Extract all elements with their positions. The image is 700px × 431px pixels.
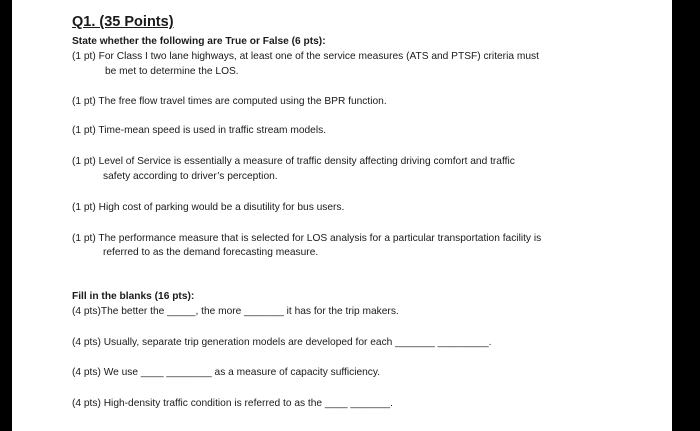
fill-item-3: (4 pts) We use ____ ________ as a measure of capacity sufficiency. xyxy=(72,367,381,378)
true-false-heading: State whether the following are True or False (6 pts): xyxy=(72,36,326,47)
fill-item-1: (4 pts)The better the _____, the more _______ it has for the trip makers. xyxy=(72,306,399,317)
fill-item-4: (4 pts) High-density traffic condition is referred to as the ____ _______. xyxy=(72,398,393,409)
tf-item-1-line-2: be met to determine the LOS. xyxy=(105,66,239,77)
question-title: Q1. (35 Points) xyxy=(72,14,174,30)
fill-blanks-heading: Fill in the blanks (16 pts): xyxy=(72,291,195,302)
tf-item-2: (1 pt) The free flow travel times are computed using the BPR function. xyxy=(72,96,387,107)
tf-item-1-line-1: (1 pt) For Class I two lane highways, at least one of the service measures (ATS and PTSF) criteria must xyxy=(72,51,539,62)
question-page xyxy=(12,0,672,431)
tf-item-3: (1 pt) Time-mean speed is used in traffic stream models. xyxy=(72,125,327,136)
fill-item-2: (4 pts) Usually, separate trip generation models are developed for each _______ _________. xyxy=(72,337,492,348)
tf-item-6-line-1: (1 pt) The performance measure that is selected for LOS analysis for a particular transportation facility is xyxy=(72,233,542,244)
tf-item-5: (1 pt) High cost of parking would be a disutility for bus users. xyxy=(72,202,345,213)
tf-item-4-line-1: (1 pt) Level of Service is essentially a measure of traffic density affecting driving comfort and traffic xyxy=(72,156,515,167)
tf-item-4-line-2: safety according to driver’s perception. xyxy=(103,171,278,182)
tf-item-6-line-2: referred to as the demand forecasting measure. xyxy=(103,247,319,258)
